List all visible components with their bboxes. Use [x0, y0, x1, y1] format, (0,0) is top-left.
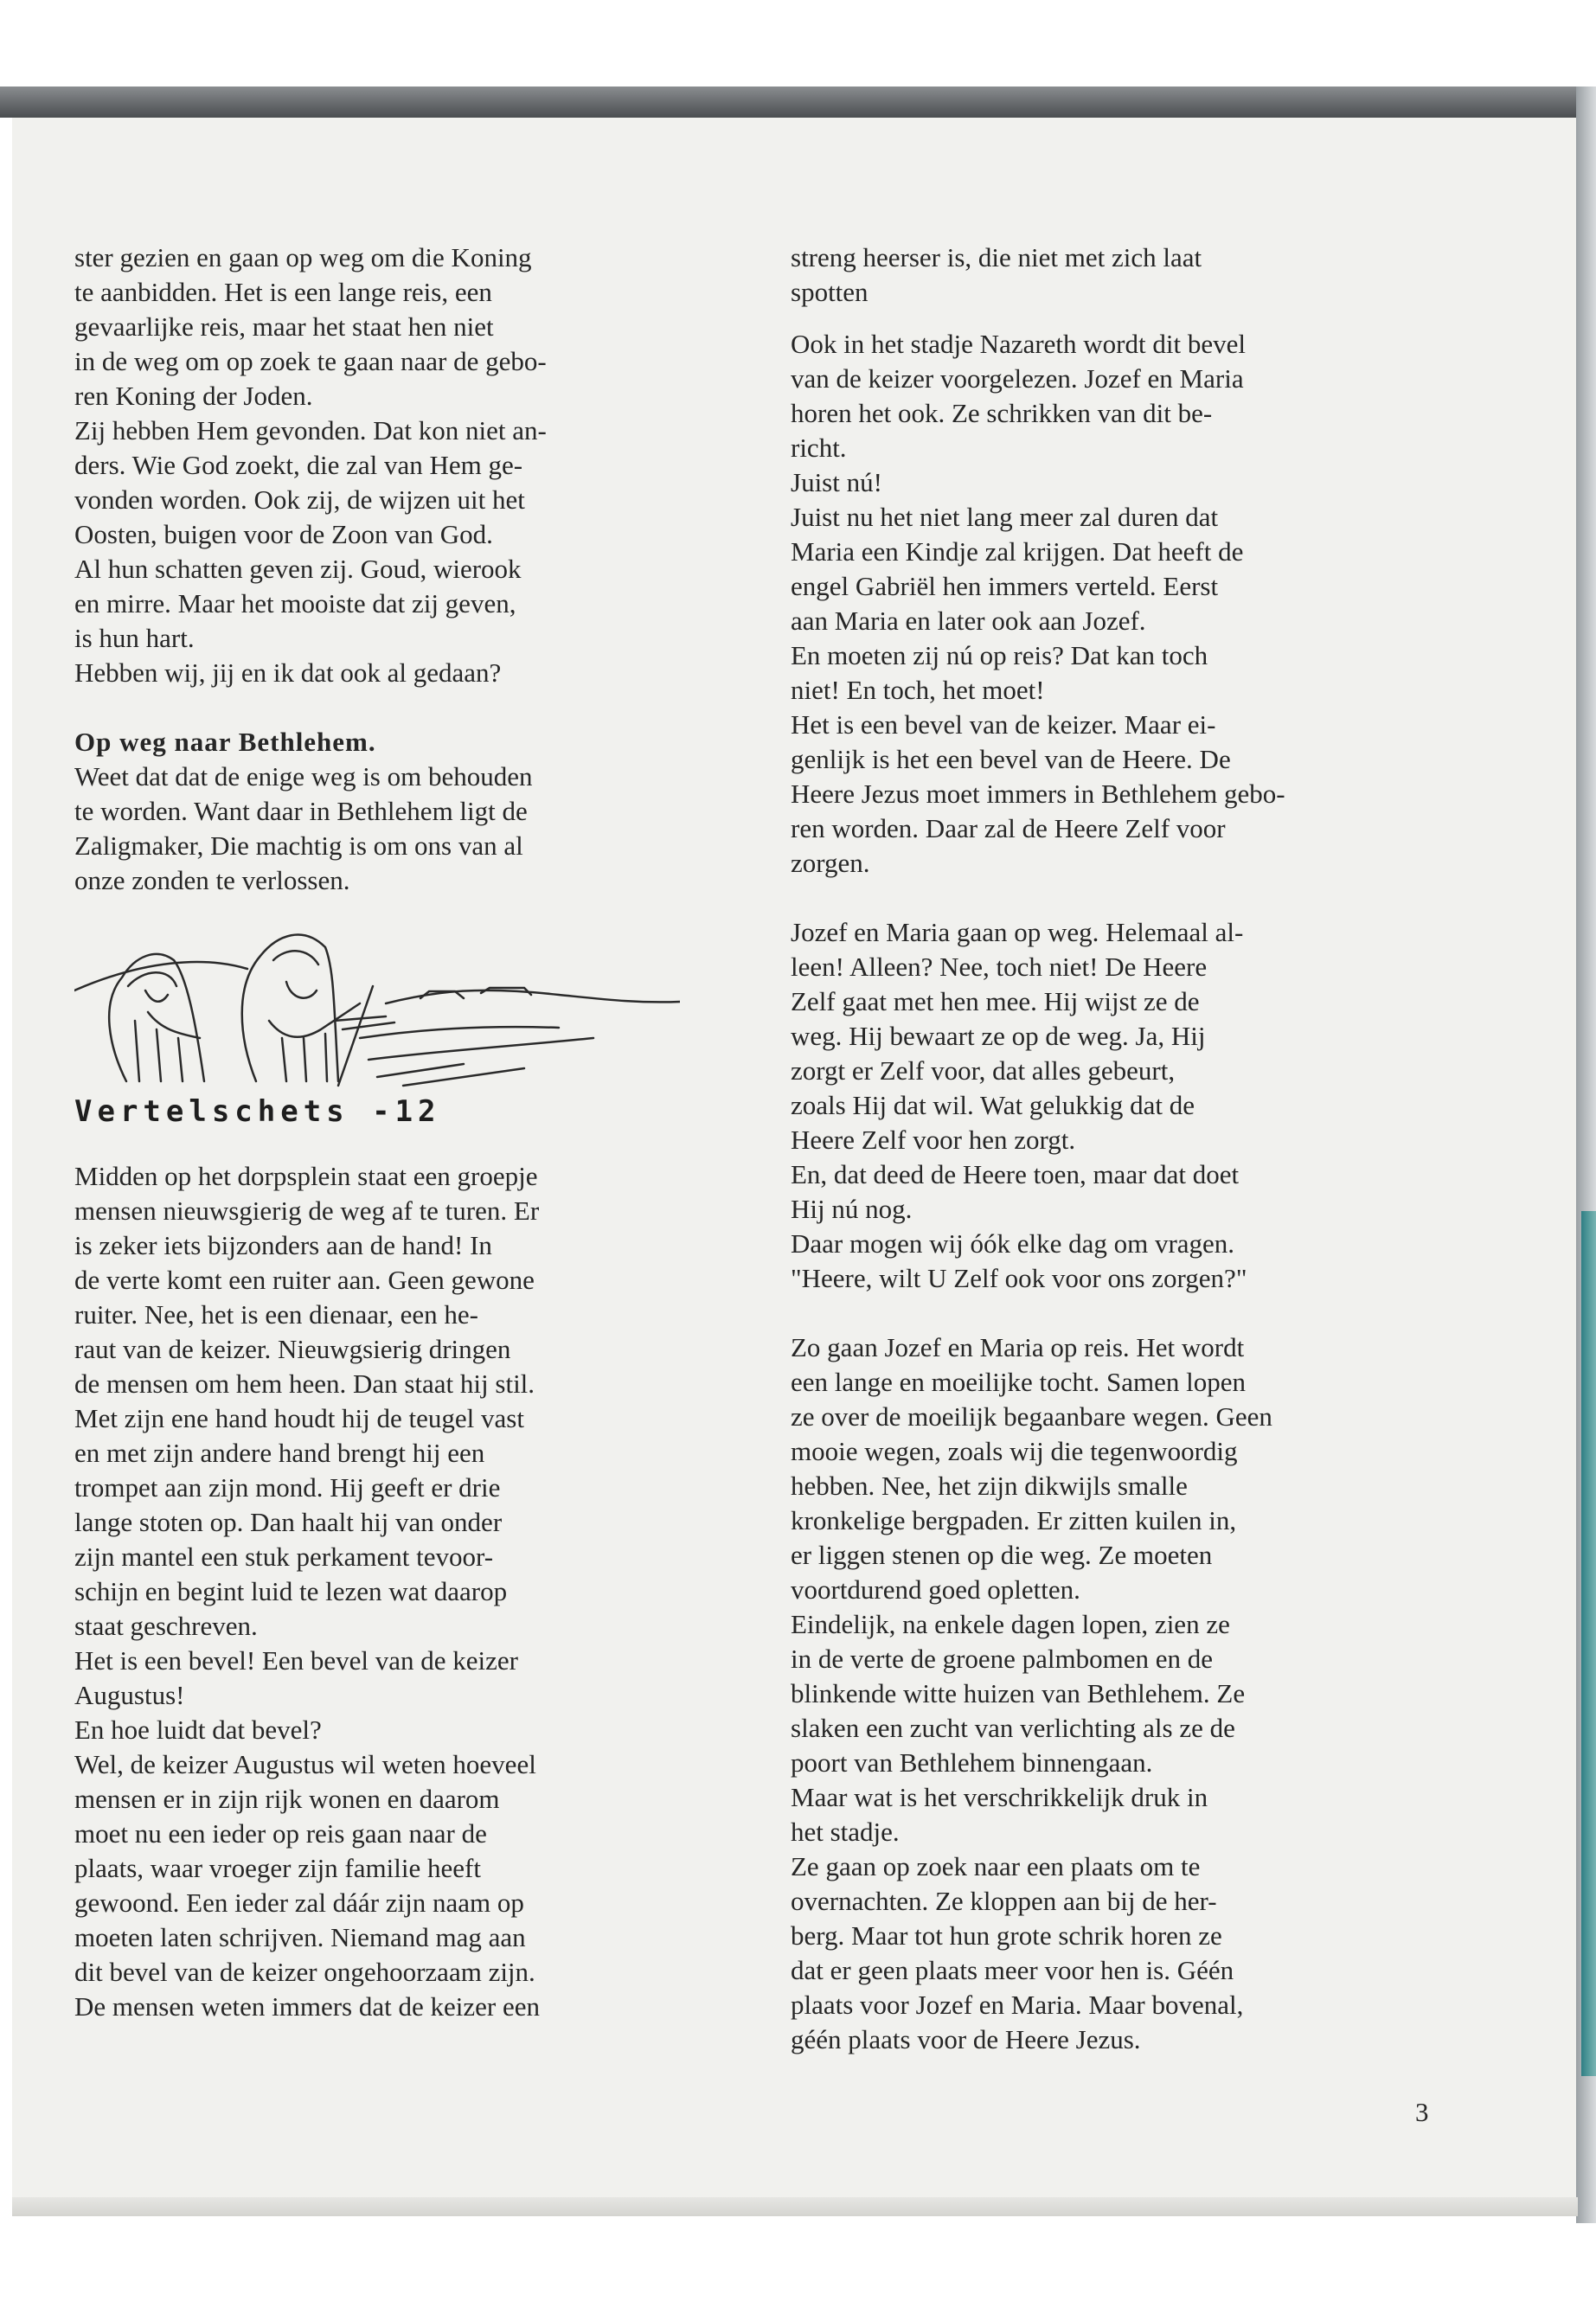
- text-line: engel Gabriël hen immers verteld. Eerst: [791, 571, 1219, 601]
- text-line: en mirre. Maar het mooiste dat zij geven,: [74, 588, 516, 619]
- paragraph: [791, 1780, 1465, 1849]
- text-line: richt.: [791, 433, 847, 463]
- text-line: mooie wegen, zoals wij die tegenwoordig: [791, 1436, 1238, 1466]
- text-line: schijn en begint luid te lezen wat daarop: [74, 1576, 508, 1606]
- text-line: Het is een bevel van de keizer. Maar ei-: [791, 709, 1216, 740]
- paragraph: [791, 465, 1465, 500]
- text-line: gewoond. Een ieder zal dáár zijn naam op: [74, 1888, 524, 1918]
- text-line: plaats, waar vroeger zijn familie heeft: [74, 1853, 481, 1883]
- page-number: 3: [1415, 2097, 1429, 2127]
- text-line: vonden worden. Ook zij, de wijzen uit het: [74, 484, 525, 515]
- text-line: Zo gaan Jozef en Maria op reis. Het wordt: [791, 1332, 1245, 1362]
- text-line: Zij hebben Hem gevonden. Dat kon niet an-: [74, 415, 547, 445]
- text-line: en met zijn andere hand brengt hij een: [74, 1438, 485, 1468]
- paragraph: [74, 760, 754, 898]
- text-line: Het is een bevel! Een bevel van de keizer: [74, 1645, 518, 1676]
- text-line: Midden op het dorpsplein staat een groepje: [74, 1161, 538, 1191]
- paragraph: [74, 413, 754, 552]
- text-line: Ook in het stadje Nazareth wordt dit bevel: [791, 329, 1246, 359]
- text-line: is hun hart.: [74, 623, 195, 653]
- text-line: Wel, de keizer Augustus wil weten hoeveel: [74, 1749, 536, 1779]
- cover-edge-strip: [1581, 1211, 1596, 2076]
- text-line: Jozef en Maria gaan op weg. Helemaal al-: [791, 917, 1244, 947]
- text-line: Zelf gaat met hen mee. Hij wijst ze de: [791, 986, 1200, 1016]
- text-line: dat er geen plaats meer voor hen is. Géén: [791, 1955, 1234, 1985]
- text-line: En moeten zij nú op reis? Dat kan toch: [791, 640, 1208, 670]
- text-line: De mensen weten immers dat de keizer een: [74, 1991, 540, 2022]
- text-line: Maar wat is het verschrikkelijk druk in: [791, 1782, 1208, 1812]
- paragraph: [74, 240, 754, 413]
- text-line: aan Maria en later ook aan Jozef.: [791, 606, 1146, 636]
- text-line: Augustus!: [74, 1680, 185, 1710]
- text-line: ren worden. Daar zal de Heere Zelf voor: [791, 813, 1226, 843]
- text-line: En hoe luidt dat bevel?: [74, 1715, 322, 1745]
- text-line: er liggen stenen op die weg. Ze moeten: [791, 1540, 1213, 1570]
- paragraph: [791, 1227, 1465, 1296]
- scanner-top-edge: [0, 87, 1596, 118]
- text-line: het stadje.: [791, 1817, 900, 1847]
- text-line: zoals Hij dat wil. Wat gelukkig dat de: [791, 1090, 1195, 1120]
- right-column: [791, 240, 1465, 2057]
- text-line: moeten laten schrijven. Niemand mag aan: [74, 1922, 526, 1952]
- text-line: zorgen.: [791, 848, 870, 878]
- text-line: lange stoten op. Dan haalt hij van onder: [74, 1507, 503, 1537]
- text-line: Oosten, buigen voor de Zoon van God.: [74, 519, 493, 549]
- text-line: En, dat deed de Heere toen, maar dat doet: [791, 1159, 1240, 1189]
- travellers-drawing: [74, 908, 680, 1090]
- text-line: ze over de moeilijk begaanbare wegen. Geen: [791, 1401, 1272, 1432]
- text-line: onze zonden te verlossen.: [74, 865, 350, 895]
- text-line: poort van Bethlehem binnengaan.: [791, 1747, 1153, 1778]
- text-line: zorgt er Zelf voor, dat alles gebeurt,: [791, 1055, 1176, 1086]
- text-line: dit bevel van de keizer ongehoorzaam zijn.: [74, 1957, 535, 1987]
- text-line: berg. Maar tot hun grote schrik horen ze: [791, 1920, 1222, 1951]
- text-line: genlijk is het een bevel van de Heere. De: [791, 744, 1231, 774]
- text-line: weg. Hij bewaart ze op de weg. Ja, Hij: [791, 1021, 1206, 1051]
- text-line: gevaarlijke reis, maar het staat hen niet: [74, 311, 494, 342]
- text-line: mensen er in zijn rijk wonen en daarom: [74, 1784, 500, 1814]
- text-line: géén plaats voor de Heere Jezus.: [791, 2024, 1141, 2054]
- paragraph: [74, 1159, 754, 1644]
- story-section-title: Vertelschets -12: [74, 1094, 441, 1129]
- text-line: staat geschreven.: [74, 1611, 258, 1641]
- paragraph: [791, 500, 1465, 638]
- illustration-mary-joseph: [74, 908, 680, 1090]
- text-line: te worden. Want daar in Bethlehem ligt de: [74, 796, 528, 826]
- paragraph: [791, 915, 1465, 1157]
- text-line: Hebben wij, jij en ik dat ook al gedaan?: [74, 657, 502, 688]
- paragraph: [791, 638, 1465, 708]
- paragraph: [791, 1330, 1465, 1607]
- text-line: niet! En toch, het moet!: [791, 675, 1045, 705]
- paragraph: [74, 1644, 754, 1713]
- paragraph: [791, 1157, 1465, 1227]
- text-line: van de keizer voorgelezen. Jozef en Maria: [791, 363, 1244, 394]
- left-column: [74, 240, 754, 2024]
- text-line: "Heere, wilt U Zelf ook voor ons zorgen?": [791, 1263, 1247, 1293]
- text-line: Daar mogen wij óók elke dag om vragen.: [791, 1228, 1235, 1259]
- text-line: horen het ook. Ze schrikken van dit be-: [791, 398, 1213, 428]
- paragraph: [791, 240, 1465, 310]
- section-heading: Op weg naar Bethlehem.: [74, 727, 376, 757]
- text-line: de verte komt een ruiter aan. Geen gewone: [74, 1265, 535, 1295]
- text-line: kronkelige bergpaden. Er zitten kuilen in,: [791, 1505, 1237, 1535]
- text-line: Eindelijk, na enkele dagen lopen, zien ze: [791, 1609, 1230, 1639]
- text-line: plaats voor Jozef en Maria. Maar bovenal,: [791, 1990, 1244, 2020]
- text-line: ren Koning der Joden.: [74, 381, 313, 411]
- text-line: in de verte de groene palmbomen en de: [791, 1644, 1214, 1674]
- text-line: is zeker iets bijzonders aan de hand! In: [74, 1230, 492, 1260]
- text-line: mensen nieuwsgierig de weg af te turen. Er: [74, 1195, 540, 1226]
- paragraph: [74, 1713, 754, 1747]
- text-line: Juist nu het niet lang meer zal duren dat: [791, 502, 1219, 532]
- text-line: overnachten. Ze kloppen aan bij de her-: [791, 1886, 1217, 1916]
- paragraph: [74, 552, 754, 656]
- text-line: Weet dat dat de enige weg is om behouden: [74, 761, 533, 792]
- text-line: streng heerser is, die niet met zich laat: [791, 242, 1202, 272]
- text-line: in de weg om op zoek te gaan naar de gebo-: [74, 346, 547, 376]
- text-line: Heere Zelf voor hen zorgt.: [791, 1125, 1076, 1155]
- page-bottom-edge: [12, 2197, 1578, 2216]
- text-line: leen! Alleen? Nee, toch niet! De Heere: [791, 952, 1208, 982]
- text-line: voortdurend goed opletten.: [791, 1574, 1080, 1605]
- text-line: ruiter. Nee, het is een dienaar, een he-: [74, 1299, 478, 1330]
- text-line: Juist nú!: [791, 467, 882, 497]
- text-line: blinkende witte huizen van Bethlehem. Ze: [791, 1678, 1246, 1708]
- paragraph: [74, 1747, 754, 2024]
- text-line: een lange en moeilijke tocht. Samen lopen: [791, 1367, 1246, 1397]
- text-line: Ze gaan op zoek naar een plaats om te: [791, 1851, 1201, 1881]
- text-line: spotten: [791, 277, 869, 307]
- text-line: zijn mantel een stuk perkament tevoor-: [74, 1541, 494, 1572]
- text-line: moet nu een ieder op reis gaan naar de: [74, 1818, 487, 1849]
- text-line: hebben. Nee, het zijn dikwijls smalle: [791, 1471, 1188, 1501]
- text-line: ster gezien en gaan op weg om die Koning: [74, 242, 532, 272]
- text-line: Al hun schatten geven zij. Goud, wierook: [74, 554, 522, 584]
- paragraph: [791, 708, 1465, 881]
- text-line: Heere Jezus moet immers in Bethlehem gebo-: [791, 779, 1285, 809]
- text-line: raut van de keizer. Nieuwgsierig dringen: [74, 1334, 511, 1364]
- paragraph: [74, 656, 754, 690]
- text-line: Zaligmaker, Die machtig is om ons van al: [74, 830, 523, 861]
- text-line: de mensen om hem heen. Dan staat hij stil.: [74, 1368, 535, 1399]
- paragraph: [791, 327, 1465, 465]
- text-line: trompet aan zijn mond. Hij geeft er drie: [74, 1472, 501, 1503]
- paragraph: [791, 1607, 1465, 1780]
- paragraph: [791, 1849, 1465, 2057]
- text-line: Hij nú nog.: [791, 1194, 913, 1224]
- text-line: te aanbidden. Het is een lange reis, een: [74, 277, 492, 307]
- text-line: ders. Wie God zoekt, die zal van Hem ge-: [74, 450, 523, 480]
- text-line: Met zijn ene hand houdt hij de teugel vast: [74, 1403, 524, 1433]
- text-line: Maria een Kindje zal krijgen. Dat heeft de: [791, 536, 1244, 567]
- text-line: slaken een zucht van verlichting als ze de: [791, 1713, 1235, 1743]
